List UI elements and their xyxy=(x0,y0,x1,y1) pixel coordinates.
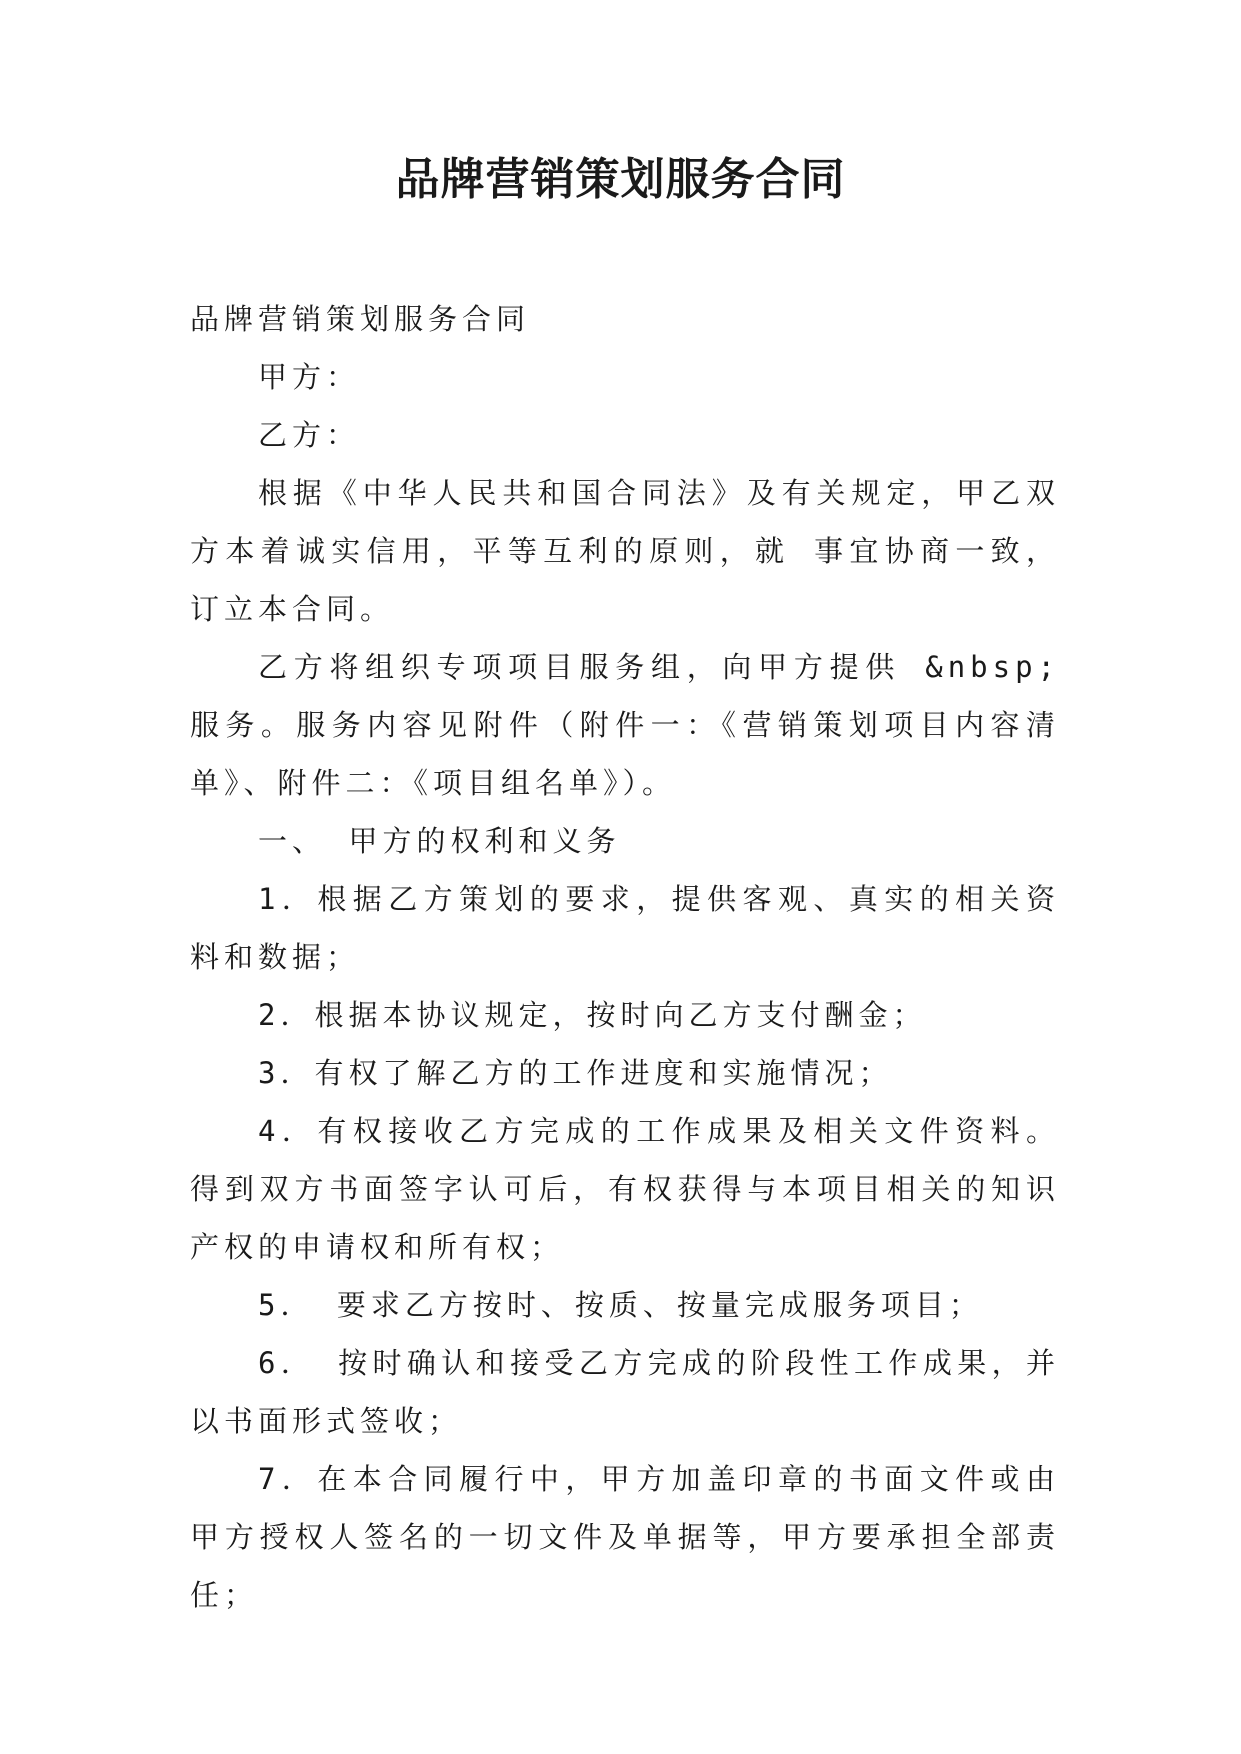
paragraph-heading: 品牌营销策划服务合同 xyxy=(190,302,531,336)
clause-3: 3．有权了解乙方的工作进度和实施情况； xyxy=(258,1056,893,1090)
paragraph-party-a: 甲方： xyxy=(258,360,361,394)
paragraph-party-b: 乙方： xyxy=(258,418,361,452)
section-heading-party-a-rights: 一、 甲方的权利和义务 xyxy=(258,824,621,858)
clause-7: 7．在本合同履行中，甲方加盖印章的书面文件或由甲方授权人签名的一切文件及单据等，甲方要承担全部责任； xyxy=(190,1462,1060,1612)
clause-5: 5． 要求乙方按时、按质、按量完成服务项目； xyxy=(258,1288,983,1322)
clause-4: 4．有权接收乙方完成的工作成果及相关文件资料。得到双方书面签字认可后，有权获得与本项目相关的知识产权的申请权和所有权； xyxy=(190,1114,1060,1264)
clause-6: 6． 按时确认和接受乙方完成的阶段性工作成果，并以书面形式签收； xyxy=(190,1346,1060,1438)
paragraph-service: 乙方将组织专项项目服务组，向甲方提供 &nbsp;服务。服务内容见附件（附件一：《营销策划项目内容清单》、附件二：《项目组名单》）。 xyxy=(190,650,1060,800)
paragraph-basis: 根据《中华人民共和国合同法》及有关规定，甲乙双方本着诚实信用，平等互利的原则，就 事宜协商一致，订立本合同。 xyxy=(190,476,1060,626)
document-title: 品牌营销策划服务合同 xyxy=(395,154,846,205)
document-body xyxy=(190,290,1060,1624)
clause-2: 2．根据本协议规定，按时向乙方支付酬金； xyxy=(258,998,927,1032)
clause-1: 1．根据乙方策划的要求，提供客观、真实的相关资料和数据； xyxy=(190,882,1060,974)
